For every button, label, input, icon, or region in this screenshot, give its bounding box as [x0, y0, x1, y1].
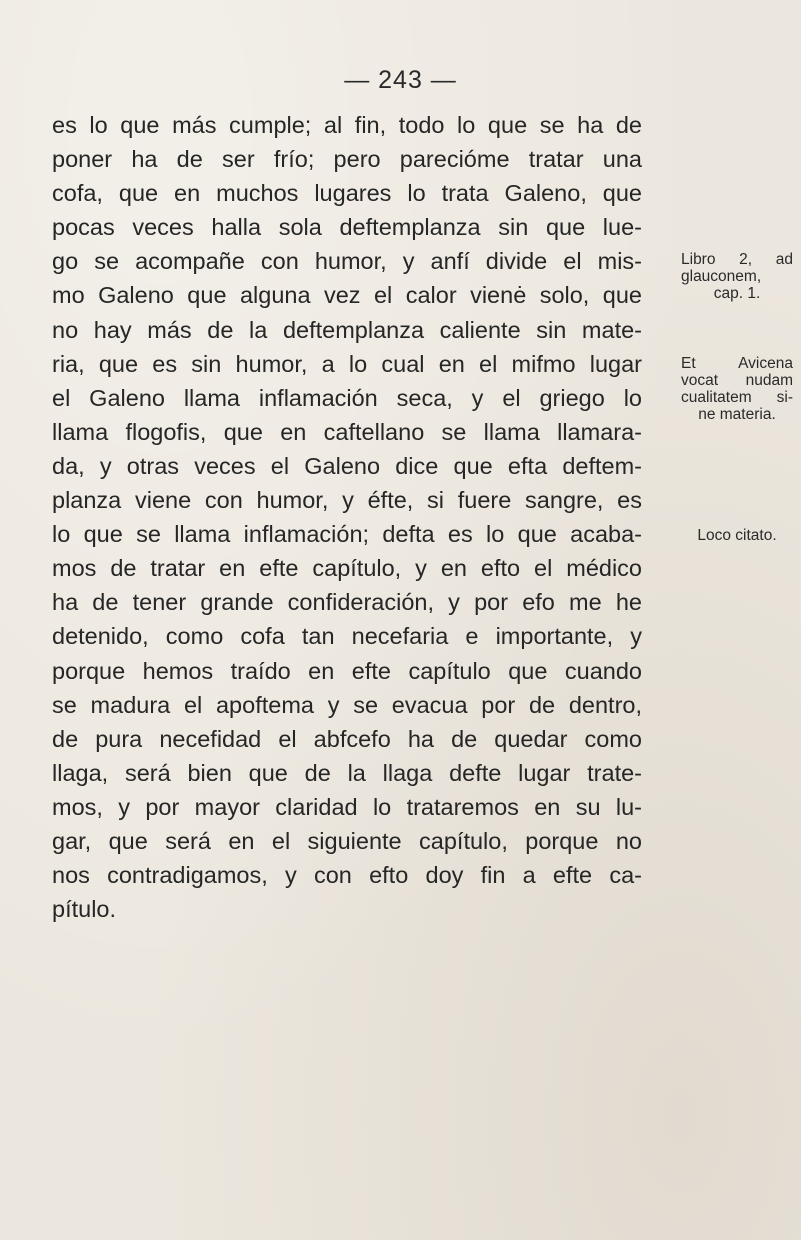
body-text: [52, 108, 642, 926]
text-line: es lo que más cumple; al fin, todo lo que se ha de: [52, 112, 642, 138]
text-line: mos, y por mayor claridad lo trataremos en su lu-: [52, 793, 642, 820]
text-line: no hay más de la deftemplanza caliente sin mate-: [52, 316, 642, 343]
marginal-note-line: cualitatem si-: [681, 389, 793, 406]
marginal-note: [681, 355, 793, 423]
text-line: llama flogofis, que en caftellano se llama llamara-: [52, 418, 642, 445]
text-line: porque hemos traído en efte capítulo que cuando: [52, 657, 642, 684]
text-line: gar, que será en el siguiente capítulo, porque no: [52, 827, 642, 854]
marginal-note-line: Libro 2, ad: [681, 251, 793, 268]
text-line: cofa, que en muchos lugares lo trata Galeno, que: [52, 180, 642, 207]
text-line: llaga, será bien que de la llaga defte lugar trate-: [52, 759, 642, 786]
marginal-note-line: Et Avicena: [681, 355, 793, 372]
text-line: da, y otras veces el Galeno dice que efta deftem-: [52, 452, 642, 479]
marginal-note-line: glauconem,: [681, 268, 762, 285]
text-line: de pura necefidad el abfcefo ha de quedar como: [52, 725, 642, 752]
text-line: detenido, como cofa tan necefaria e importante, y: [52, 623, 642, 650]
marginal-note-line: cap. 1.: [713, 285, 761, 302]
marginal-note-line: vocat nudam: [681, 372, 793, 389]
marginal-note: [681, 527, 793, 544]
text-line: poner ha de ser frío; pero parecióme tratar una: [52, 146, 642, 173]
text-line: ha de tener grande confideración, y por efo me he: [52, 589, 642, 616]
text-line: go se acompañe con humor, y anfí divide el mis-: [52, 248, 642, 275]
text-line: lo que se llama inflamación; defta es lo que acaba-: [52, 521, 642, 548]
page-number: — 243 —: [344, 66, 457, 94]
text-line: el Galeno llama inflamación seca, y el griego lo: [52, 384, 642, 411]
text-line: mo Galeno que alguna vez el calor vienė solo, que: [52, 282, 642, 309]
text-line: se madura el apoftema y se evacua por de dentro,: [52, 691, 642, 718]
text-line: nos contradigamos, y con efto doy fin a efte ca-: [52, 862, 642, 889]
marginal-note: [681, 251, 793, 302]
text-line: planza viene con humor, y éfte, si fuere sangre, es: [52, 487, 642, 514]
text-line: pocas veces halla sola deftemplanza sin que lue-: [52, 214, 642, 241]
text-line: pítulo.: [52, 896, 117, 923]
text-line: ria, que es sin humor, a lo cual en el mifmo lugar: [52, 350, 642, 377]
marginal-note-line: ne materia.: [698, 406, 776, 423]
text-line: mos de tratar en efte capítulo, y en efto el médico: [52, 555, 642, 582]
marginal-note-line: Loco citato.: [697, 527, 777, 544]
